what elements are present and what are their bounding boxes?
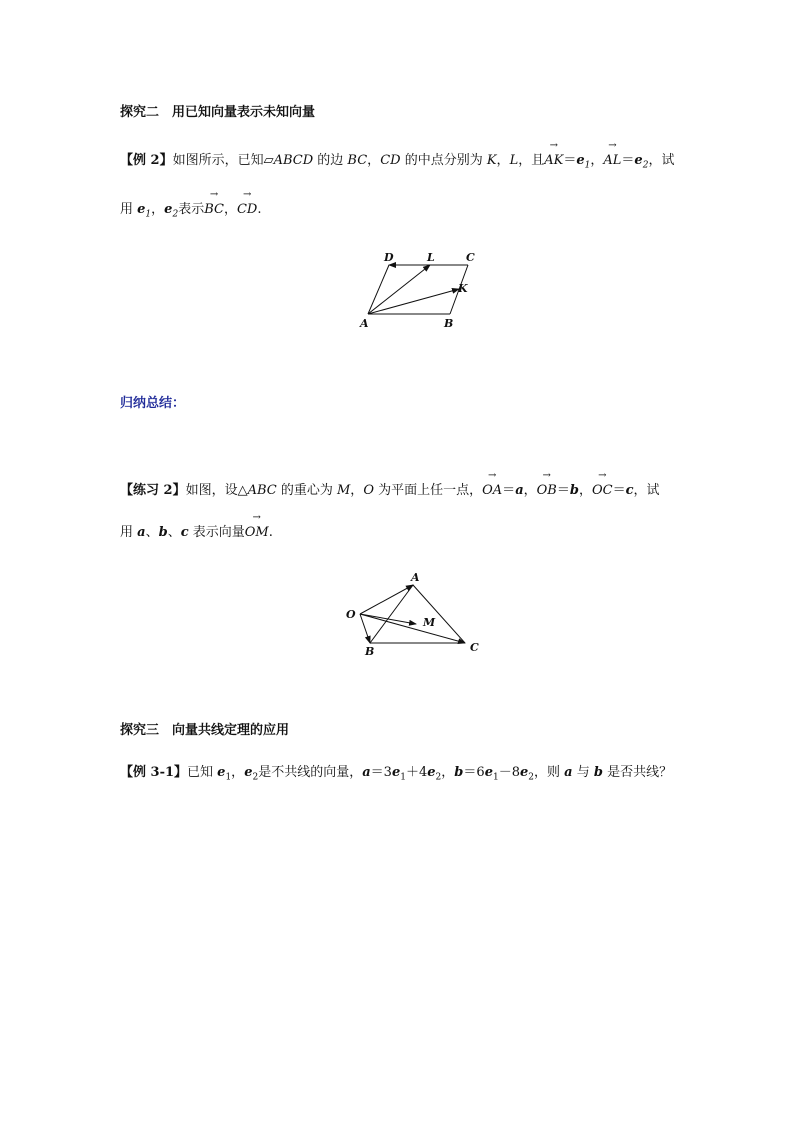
segment-ac — [413, 585, 465, 643]
section-2-title: 探究二 用已知向量表示未知向量 — [120, 105, 316, 120]
example-2-line-1: 【例 2】如图所示，已知▱ABCD 的边 BC，CD 的中点分别为 K，L，且→ $AK=e_1$，→ $AL=e_2$，试 — [120, 152, 674, 175]
example-3-1-tag: 【例 3-1】 — [120, 765, 188, 780]
label-b: B — [444, 317, 454, 330]
parallelogram-figure — [350, 246, 490, 332]
vector-oc-arrow — [360, 614, 465, 643]
vector-ob-arrow — [360, 614, 370, 643]
example-3-1-line: 【例 3-1】已知 $e_1$，$e_2$是不共线的向量，$a=3e_1+4e_2$，$b=6e_1-8e_2$，则 a 与 b 是否共线？ — [120, 765, 673, 783]
vector-oa-arrow — [360, 585, 413, 614]
section-3-title: 探究三 向量共线定理的应用 — [120, 723, 290, 738]
label-b: B — [365, 645, 375, 658]
label-a: A — [360, 317, 369, 330]
vector-al: → AL — [603, 152, 621, 170]
label-d: D — [384, 251, 394, 264]
label-m: M — [423, 616, 436, 629]
vector-om-arrow — [360, 614, 416, 624]
vector-ob: → OB — [537, 482, 557, 500]
practice-2-line-2: 用 a、b、c 表示向量→ OM. — [120, 524, 273, 542]
vector-oc: → OC — [592, 482, 613, 500]
practice-2-tag: 【练习 2】 — [120, 483, 186, 498]
vector-al-arrow — [368, 265, 430, 314]
label-c: C — [466, 251, 475, 264]
practice-2-line-1: 【练习 2】如图，设△ABC 的重心为 M，O 为平面上任一点，→ OA＝a，→ OB＝b，→ OC＝c，试 — [120, 482, 660, 500]
segment-ab — [370, 585, 413, 643]
label-o: O — [346, 608, 356, 621]
label-a: A — [411, 571, 420, 584]
vector-om: → OM — [245, 524, 269, 542]
label-k: K — [458, 282, 468, 295]
summary-label: 归纳总结： — [120, 396, 186, 411]
example-2-tag: 【例 2】 — [120, 153, 173, 168]
vector-oa: → OA — [482, 482, 502, 500]
vector-ak-arrow — [368, 289, 459, 314]
example-2-line-2: 用 $e_1$，$e_2$表示→ BC，→ CD. — [120, 201, 261, 224]
label-l: L — [427, 251, 435, 264]
segment-ad — [368, 265, 389, 314]
triangle-figure — [340, 568, 490, 660]
vector-cd: → CD — [237, 201, 257, 219]
vector-bc: → BC — [204, 201, 224, 219]
vector-ak: → AK — [544, 152, 563, 170]
parallelogram-icon: ▱ — [263, 153, 274, 168]
label-c: C — [470, 641, 479, 654]
